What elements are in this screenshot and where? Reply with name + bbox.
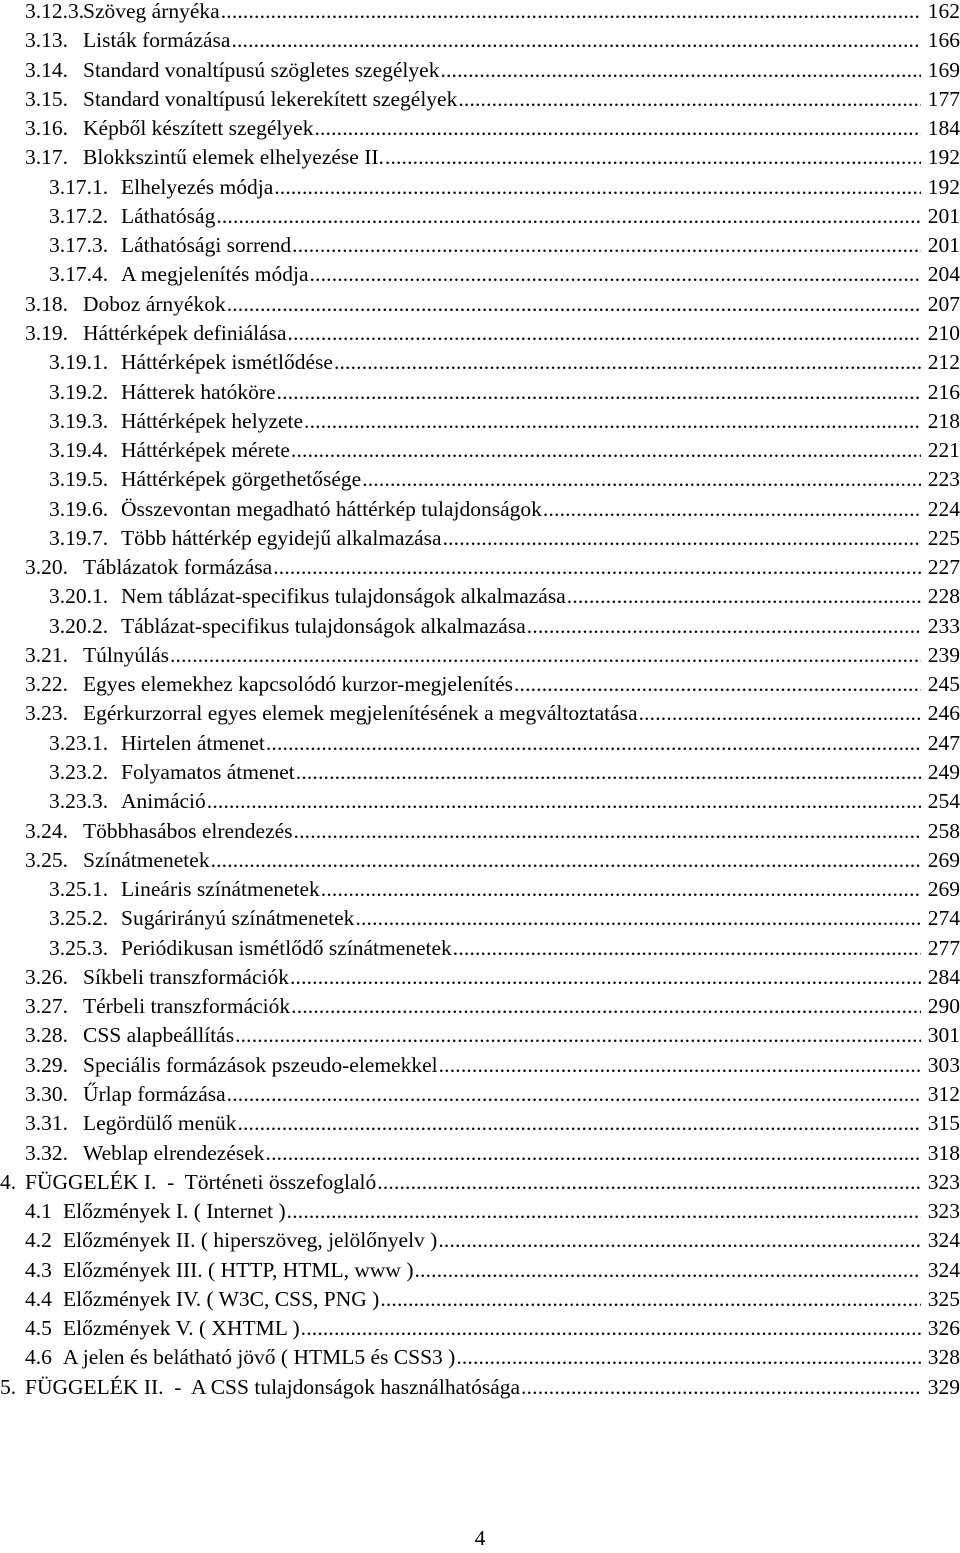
- toc-entry-page: 247: [927, 730, 960, 755]
- toc-leader-dots: [237, 1109, 921, 1138]
- toc-leader-dots: [443, 524, 921, 553]
- toc-entry[interactable]: [0, 143, 960, 172]
- toc-entry-page: 239: [927, 642, 960, 667]
- toc-entry[interactable]: [0, 963, 960, 992]
- toc-entry-number: 3.19.6.: [49, 496, 109, 521]
- toc-entry-number: 3.13.: [25, 28, 68, 53]
- toc-entry-number: 3.32.: [25, 1140, 68, 1165]
- toc-entry-title: Sugárirányú színátmenetek: [121, 906, 355, 931]
- toc-entry[interactable]: [0, 992, 960, 1021]
- toc-entry-page: 301: [927, 1023, 960, 1048]
- toc-entry[interactable]: [0, 641, 960, 670]
- toc-entry[interactable]: [0, 670, 960, 699]
- toc-leader-dots: [231, 26, 921, 55]
- toc-leader-dots: [211, 846, 921, 875]
- toc-entry-number: 3.17.: [25, 145, 68, 170]
- toc-leader-dots: [310, 260, 922, 289]
- toc-leader-dots: [296, 758, 921, 787]
- toc-entry-number: 3.29.: [25, 1052, 68, 1077]
- toc-entry-page: 269: [927, 847, 960, 872]
- toc-entry-title: Előzmények I. ( Internet ): [63, 1199, 286, 1224]
- toc-entry-number: 3.17.2.: [49, 203, 109, 228]
- toc-entry-number: 3.12.3.: [25, 0, 85, 23]
- toc-entry-title: Síkbeli transzformációk: [83, 964, 289, 989]
- toc-entry[interactable]: [0, 553, 960, 582]
- toc-entry[interactable]: [0, 465, 960, 494]
- toc-leader-dots: [216, 202, 921, 231]
- toc-entry-number: 3.14.: [25, 57, 68, 82]
- toc-entry[interactable]: [0, 1197, 960, 1226]
- toc-entry-page: 315: [927, 1111, 960, 1136]
- toc-entry-page: 192: [927, 174, 960, 199]
- toc-entry-number: 4.: [0, 1169, 17, 1194]
- toc-leader-dots: [377, 1168, 921, 1197]
- toc-entry[interactable]: [0, 817, 960, 846]
- toc-entry-title: Egyes elemekhez kapcsolódó kurzor-megjelenítés: [83, 672, 513, 697]
- toc-entry[interactable]: [0, 1109, 960, 1138]
- toc-entry-page: 312: [927, 1081, 960, 1106]
- toc-leader-dots: [235, 1021, 921, 1050]
- toc-entry-title: Előzmények V. ( XHTML ): [63, 1316, 300, 1341]
- toc-leader-dots: [456, 1343, 921, 1372]
- toc-leader-dots: [438, 1226, 921, 1255]
- toc-entry-title: Doboz árnyékok: [83, 291, 226, 316]
- toc-entry-title: Háttérképek ismétlődése: [121, 350, 333, 375]
- toc-entry-number: 3.30.: [25, 1081, 68, 1106]
- toc-entry-number: 3.19.2.: [49, 379, 109, 404]
- toc-entry-page: 169: [927, 57, 960, 82]
- toc-leader-dots: [527, 612, 921, 641]
- toc-entry-title: Táblázat-specifikus tulajdonságok alkalmazása: [121, 613, 526, 638]
- toc-leader-dots: [304, 407, 921, 436]
- toc-entry-page: 325: [927, 1286, 960, 1311]
- toc-entry-number: 3.27.: [25, 994, 68, 1019]
- toc-entry-title: Háttérképek definiálása: [83, 320, 287, 345]
- toc-entry-page: 162: [927, 0, 960, 23]
- toc-entry[interactable]: [0, 904, 960, 933]
- toc-entry-page: 225: [927, 525, 960, 550]
- toc-entry[interactable]: [0, 582, 960, 611]
- toc-leader-dots: [439, 1051, 921, 1080]
- toc-entry-number: 3.20.: [25, 555, 68, 580]
- toc-leader-dots: [415, 1256, 922, 1285]
- toc-entry[interactable]: [0, 173, 960, 202]
- toc-entry-page: 210: [927, 320, 960, 345]
- toc-entry-page: 245: [927, 672, 960, 697]
- toc-entry-number: 3.19.4.: [49, 438, 109, 463]
- toc-entry[interactable]: [0, 56, 960, 85]
- toc-leader-dots: [362, 465, 921, 494]
- toc-entry-number: 3.26.: [25, 964, 68, 989]
- toc-entry-page: 227: [927, 555, 960, 580]
- toc-entry-number: 3.31.: [25, 1111, 68, 1136]
- toc-entry-page: 329: [927, 1374, 960, 1399]
- toc-leader-dots: [274, 173, 921, 202]
- toc-entry[interactable]: [0, 524, 960, 553]
- toc-entry-title: Periódikusan ismétlődő színátmenetek: [121, 935, 452, 960]
- toc-entry-title: Előzmények II. ( hiperszöveg, jelölőnyelv ): [63, 1228, 438, 1253]
- toc-entry-title: Térbeli transzformációk: [83, 994, 291, 1019]
- toc-entry-number: 3.20.2.: [49, 613, 109, 638]
- toc-entry-number: 3.25.3.: [49, 935, 109, 960]
- toc-entry-title: A jelen és belátható jövő ( HTML5 és CSS3 ): [63, 1345, 456, 1370]
- toc-leader-dots: [221, 0, 921, 26]
- toc-entry-title: Háttérképek görgethetősége: [121, 467, 362, 492]
- toc-entry-number: 3.23.2.: [49, 760, 109, 785]
- toc-leader-dots: [292, 231, 921, 260]
- toc-entry-title: Háttérképek helyzete: [121, 408, 304, 433]
- toc-leader-dots: [380, 1285, 921, 1314]
- toc-entry-title: Blokkszintű elemek elhelyezése II.: [83, 145, 384, 170]
- toc-entry-number: 3.23.: [25, 701, 68, 726]
- toc-entry-page: 323: [927, 1169, 960, 1194]
- toc-entry[interactable]: [0, 787, 960, 816]
- toc-entry[interactable]: [0, 231, 960, 260]
- toc-entry[interactable]: [0, 202, 960, 231]
- toc-entry-number: 3.25.2.: [49, 906, 109, 931]
- toc-entry-page: 233: [927, 613, 960, 638]
- toc-entry-number: 4.1: [25, 1199, 52, 1224]
- toc-entry-page: 318: [927, 1140, 960, 1165]
- toc-entry-number: 3.24.: [25, 818, 68, 843]
- toc-entry[interactable]: [0, 495, 960, 524]
- toc-entry-page: 284: [927, 964, 960, 989]
- toc-entry[interactable]: [0, 875, 960, 904]
- toc-entry-title: Speciális formázások pszeudo-elemekkel: [83, 1052, 438, 1077]
- toc-entry-page: 258: [927, 818, 960, 843]
- toc-entry[interactable]: [0, 1080, 960, 1109]
- toc-entry[interactable]: [0, 260, 960, 289]
- toc-leader-dots: [290, 963, 921, 992]
- toc-entry-number: 4.4: [25, 1286, 52, 1311]
- toc-entry-number: 4.6: [25, 1345, 52, 1370]
- toc-entry-page: 274: [927, 906, 960, 931]
- toc-entry[interactable]: [0, 407, 960, 436]
- toc-entry[interactable]: [0, 1285, 960, 1314]
- toc-entry-title: Animáció: [121, 789, 206, 814]
- toc-entry-page: 228: [927, 584, 960, 609]
- toc-entry-title: Legördülő menük: [83, 1111, 237, 1136]
- toc-entry-page: 254: [927, 789, 960, 814]
- toc-entry[interactable]: [0, 1226, 960, 1255]
- toc-entry[interactable]: [0, 1314, 960, 1343]
- toc-entry[interactable]: [0, 348, 960, 377]
- toc-entry-title: Lineáris színátmenetek: [121, 877, 320, 902]
- toc-entry-title: Szöveg árnyéka: [83, 0, 220, 23]
- toc-leader-dots: [334, 348, 921, 377]
- toc-leader-dots: [266, 729, 921, 758]
- toc-leader-dots: [514, 670, 921, 699]
- toc-entry[interactable]: [0, 1373, 960, 1402]
- toc-entry[interactable]: [0, 729, 960, 758]
- toc-entry[interactable]: [0, 290, 960, 319]
- toc-entry-page: 204: [927, 262, 960, 287]
- toc-entry[interactable]: [0, 378, 960, 407]
- toc-leader-dots: [273, 553, 921, 582]
- toc-leader-dots: [288, 319, 921, 348]
- toc-entry-page: 324: [927, 1228, 960, 1253]
- toc-entry-number: 3.28.: [25, 1023, 68, 1048]
- toc-entry-page: 249: [927, 760, 960, 785]
- toc-entry[interactable]: [0, 436, 960, 465]
- toc-entry-page: 218: [927, 408, 960, 433]
- toc-entry-number: 3.19.: [25, 320, 68, 345]
- toc-entry-title: Standard vonaltípusú szögletes szegélyek: [83, 57, 440, 82]
- toc-entry[interactable]: [0, 699, 960, 728]
- toc-entry-number: 3.25.1.: [49, 877, 109, 902]
- toc-leader-dots: [567, 582, 921, 611]
- toc-entry-number: 3.21.: [25, 642, 68, 667]
- toc-leader-dots: [294, 817, 921, 846]
- toc-entry-page: 212: [927, 350, 960, 375]
- toc-leader-dots: [321, 875, 921, 904]
- toc-entry-page: 277: [927, 935, 960, 960]
- toc-entry-title: Összevontan megadható háttérkép tulajdonságok: [121, 496, 542, 521]
- toc-entry-number: 3.19.7.: [49, 525, 109, 550]
- toc-entry-title: Táblázatok formázása: [83, 555, 273, 580]
- toc-entry[interactable]: [0, 1021, 960, 1050]
- toc-leader-dots: [227, 1080, 921, 1109]
- toc-entry-number: 3.17.4.: [49, 262, 109, 287]
- toc-entry-page: 201: [927, 233, 960, 258]
- toc-entry[interactable]: [0, 1256, 960, 1285]
- toc-entry[interactable]: [0, 26, 960, 55]
- toc-entry-page: 184: [927, 116, 960, 141]
- toc-entry-number: 5.: [0, 1374, 17, 1399]
- toc-entry[interactable]: [0, 1051, 960, 1080]
- toc-entry-page: 290: [927, 994, 960, 1019]
- toc-entry-title: A megjelenítés módja: [121, 262, 309, 287]
- toc-leader-dots: [453, 934, 921, 963]
- toc-entry-page: 216: [927, 379, 960, 404]
- toc-entry-page: 323: [927, 1199, 960, 1224]
- toc-leader-dots: [314, 114, 921, 143]
- toc-entry-page: 269: [927, 877, 960, 902]
- toc-leader-dots: [521, 1373, 921, 1402]
- toc-entry-page: 326: [927, 1316, 960, 1341]
- toc-leader-dots: [207, 787, 921, 816]
- toc-entry[interactable]: [0, 934, 960, 963]
- toc-entry-page: 192: [927, 145, 960, 170]
- toc-entry-title: Hirtelen átmenet: [121, 730, 265, 755]
- toc-entry[interactable]: [0, 85, 960, 114]
- toc-entry[interactable]: [0, 758, 960, 787]
- toc-entry-number: 3.19.3.: [49, 408, 109, 433]
- toc-entry-title: CSS alapbeállítás: [83, 1023, 235, 1048]
- toc-entry-number: 3.22.: [25, 672, 68, 697]
- toc-entry-title: FÜGGELÉK II. - A CSS tulajdonságok használhatósága: [25, 1374, 521, 1399]
- toc-leader-dots: [301, 1314, 921, 1343]
- toc-entry-number: 4.2: [25, 1228, 52, 1253]
- toc-leader-dots: [458, 85, 921, 114]
- toc-leader-dots: [227, 290, 921, 319]
- toc-entry-page: 207: [927, 291, 960, 316]
- toc-entry-number: 3.19.5.: [49, 467, 109, 492]
- toc-entry-title: Háttérképek mérete: [121, 438, 290, 463]
- toc-leader-dots: [170, 641, 921, 670]
- toc-entry-title: FÜGGELÉK I. - Történeti összefoglaló: [25, 1169, 377, 1194]
- toc-entry[interactable]: [0, 1343, 960, 1372]
- toc-entry-page: 303: [927, 1052, 960, 1077]
- toc-leader-dots: [291, 992, 921, 1021]
- toc-entry-number: 4.3: [25, 1257, 52, 1282]
- toc-leader-dots: [639, 699, 921, 728]
- toc-entry[interactable]: [0, 319, 960, 348]
- toc-leader-dots: [277, 378, 921, 407]
- toc-entry-number: 3.25.: [25, 847, 68, 872]
- toc-entry-page: 246: [927, 701, 960, 726]
- toc-leader-dots: [291, 436, 921, 465]
- toc-entry-number: 3.17.3.: [49, 233, 109, 258]
- toc-entry-title: Láthatóság: [121, 203, 216, 228]
- toc-entry-title: Túlnyúlás: [83, 642, 169, 667]
- toc-entry-number: 3.23.1.: [49, 730, 109, 755]
- toc-entry-title: Előzmények III. ( HTTP, HTML, www ): [63, 1257, 414, 1282]
- toc-entry-title: Láthatósági sorrend: [121, 233, 292, 258]
- toc-entry[interactable]: [0, 846, 960, 875]
- page-number: 4: [474, 1526, 486, 1550]
- toc-entry-title: Űrlap formázása: [83, 1081, 226, 1106]
- toc-entry-title: Elhelyezés módja: [121, 174, 274, 199]
- toc-entry-page: 177: [927, 86, 960, 111]
- toc-entry-page: 223: [927, 467, 960, 492]
- toc-leader-dots: [355, 904, 921, 933]
- toc-entry[interactable]: [0, 1139, 960, 1168]
- toc-leader-dots: [440, 56, 921, 85]
- toc-entry[interactable]: [0, 1168, 960, 1197]
- toc-leader-dots: [543, 495, 921, 524]
- toc-entry-title: Nem táblázat-specifikus tulajdonságok alkalmazása: [121, 584, 566, 609]
- toc-entry-number: 3.17.1.: [49, 174, 109, 199]
- toc-entry-number: 3.18.: [25, 291, 68, 316]
- toc-entry-number: 3.20.1.: [49, 584, 109, 609]
- toc-entry-page: 324: [927, 1257, 960, 1282]
- toc-entry-page: 221: [927, 438, 960, 463]
- toc-entry-page: 201: [927, 203, 960, 228]
- toc-entry-title: Többhasábos elrendezés: [83, 818, 293, 843]
- toc-entry-page: 224: [927, 496, 960, 521]
- toc-entry-title: Hátterek hatóköre: [121, 379, 276, 404]
- toc-entry-title: Listák formázása: [83, 28, 231, 53]
- toc-entry[interactable]: [0, 114, 960, 143]
- toc-entry-title: Standard vonaltípusú lekerekített szegélyek: [83, 86, 458, 111]
- toc-entry-number: 3.15.: [25, 86, 68, 111]
- toc-entry-number: 3.23.3.: [49, 789, 109, 814]
- toc-entry-title: Színátmenetek: [83, 847, 210, 872]
- toc-entry[interactable]: [0, 0, 960, 26]
- toc-entry-title: Weblap elrendezések: [83, 1140, 265, 1165]
- toc-entry-page: 166: [927, 28, 960, 53]
- toc-leader-dots: [266, 1139, 921, 1168]
- toc-entry-title: Több háttérkép egyidejű alkalmazása: [121, 525, 442, 550]
- toc-entry-title: Folyamatos átmenet: [121, 760, 295, 785]
- toc-entry-number: 4.5: [25, 1316, 52, 1341]
- toc-leader-dots: [287, 1197, 921, 1226]
- toc-leader-dots: [385, 143, 921, 172]
- toc-entry-title: Előzmények IV. ( W3C, CSS, PNG ): [63, 1286, 380, 1311]
- toc-entry[interactable]: [0, 612, 960, 641]
- toc-entry-title: Egérkurzorral egyes elemek megjelenítésének a megváltoztatása: [83, 701, 638, 726]
- toc-entry-number: 3.16.: [25, 116, 68, 141]
- toc-entry-title: Képből készített szegélyek: [83, 116, 314, 141]
- toc-entry-page: 328: [927, 1345, 960, 1370]
- toc-entry-number: 3.19.1.: [49, 350, 109, 375]
